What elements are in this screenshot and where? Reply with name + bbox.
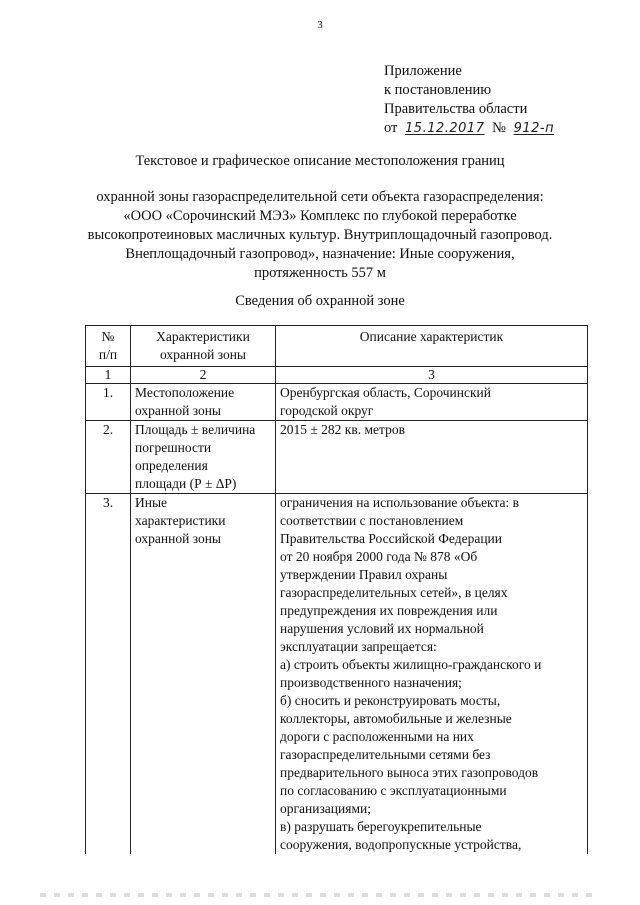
column-number: 2 xyxy=(131,367,276,384)
handwritten-number: 912-п xyxy=(513,121,555,136)
row-number: 2. xyxy=(86,421,131,494)
number-prefix: № xyxy=(492,120,506,136)
table-row xyxy=(86,494,588,855)
appendix-line: Правительства области xyxy=(384,101,528,117)
column-number-row xyxy=(86,367,588,384)
row-characteristic: Площадь ± величина погрешности определения площади (Р ± ΔР) xyxy=(131,421,276,494)
title-line: Текстовое и графическое описание местоположения границ xyxy=(135,153,505,169)
table-header-row xyxy=(86,326,588,367)
appendix-line: Приложение xyxy=(384,63,462,79)
handwritten-date: 15.12.2017 xyxy=(405,121,485,136)
column-number: 3 xyxy=(276,367,588,384)
row-description: ограничения на использование объекта: в соответствии с постановлением Правительства Российской Федерации от 20 ноября 2000 года № 878 «Об утверждении Правил охраны газораспределительных сетей», в целях предупреждения их повреждения или нарушения условий их нормальной эксплуатации запрещается: а) строить объекты жилищно-гражданского и производственного назначения; б) сносить и реконструировать мосты, коллекторы, автомобильные и железные дороги с расположенными на них газораспределительными сетями без предварительного выноса этих газопроводов по согласованию с эксплуатационными организациями; в) разрушать берегоукрепительные сооружения, водопропускные устройства, xyxy=(276,494,588,855)
faint-footer-line xyxy=(40,893,600,897)
title-line: высокопротеиновых масличных культур. Внутриплощадочный газопровод. xyxy=(87,227,553,243)
table-row xyxy=(86,421,588,494)
title-line: охранной зоны газораспределительной сети объекта газораспределения: xyxy=(96,189,544,205)
title-line: Внеплощадочный газопровод», назначение: Иные сооружения, xyxy=(125,246,515,262)
appendix-block xyxy=(384,62,558,138)
date-prefix: от xyxy=(384,120,398,136)
header-characteristics: Характеристики охранной зоны xyxy=(131,326,276,367)
document-title xyxy=(40,152,600,283)
row-description: Оренбургская область, Сорочинский городской округ xyxy=(276,384,588,421)
zone-info-table xyxy=(85,325,588,854)
appendix-date-line xyxy=(384,119,558,138)
header-number: № п/п xyxy=(86,326,131,367)
appendix-line: к постановлению xyxy=(384,82,492,98)
table-row xyxy=(86,384,588,421)
row-characteristic: Местоположение охранной зоны xyxy=(131,384,276,421)
page-number: 3 xyxy=(317,19,323,31)
row-number: 1. xyxy=(86,384,131,421)
section-heading: Сведения об охранной зоне xyxy=(235,293,405,309)
row-characteristic: Иные характеристики охранной зоны xyxy=(131,494,276,855)
title-line: «ООО «Сорочинский МЭЗ» Комплекс по глубокой переработке xyxy=(123,208,517,224)
column-number: 1 xyxy=(86,367,131,384)
title-line: протяженность 557 м xyxy=(254,265,386,281)
row-number: 3. xyxy=(86,494,131,855)
header-description: Описание характеристик xyxy=(276,326,588,367)
row-description: 2015 ± 282 кв. метров xyxy=(276,421,588,494)
